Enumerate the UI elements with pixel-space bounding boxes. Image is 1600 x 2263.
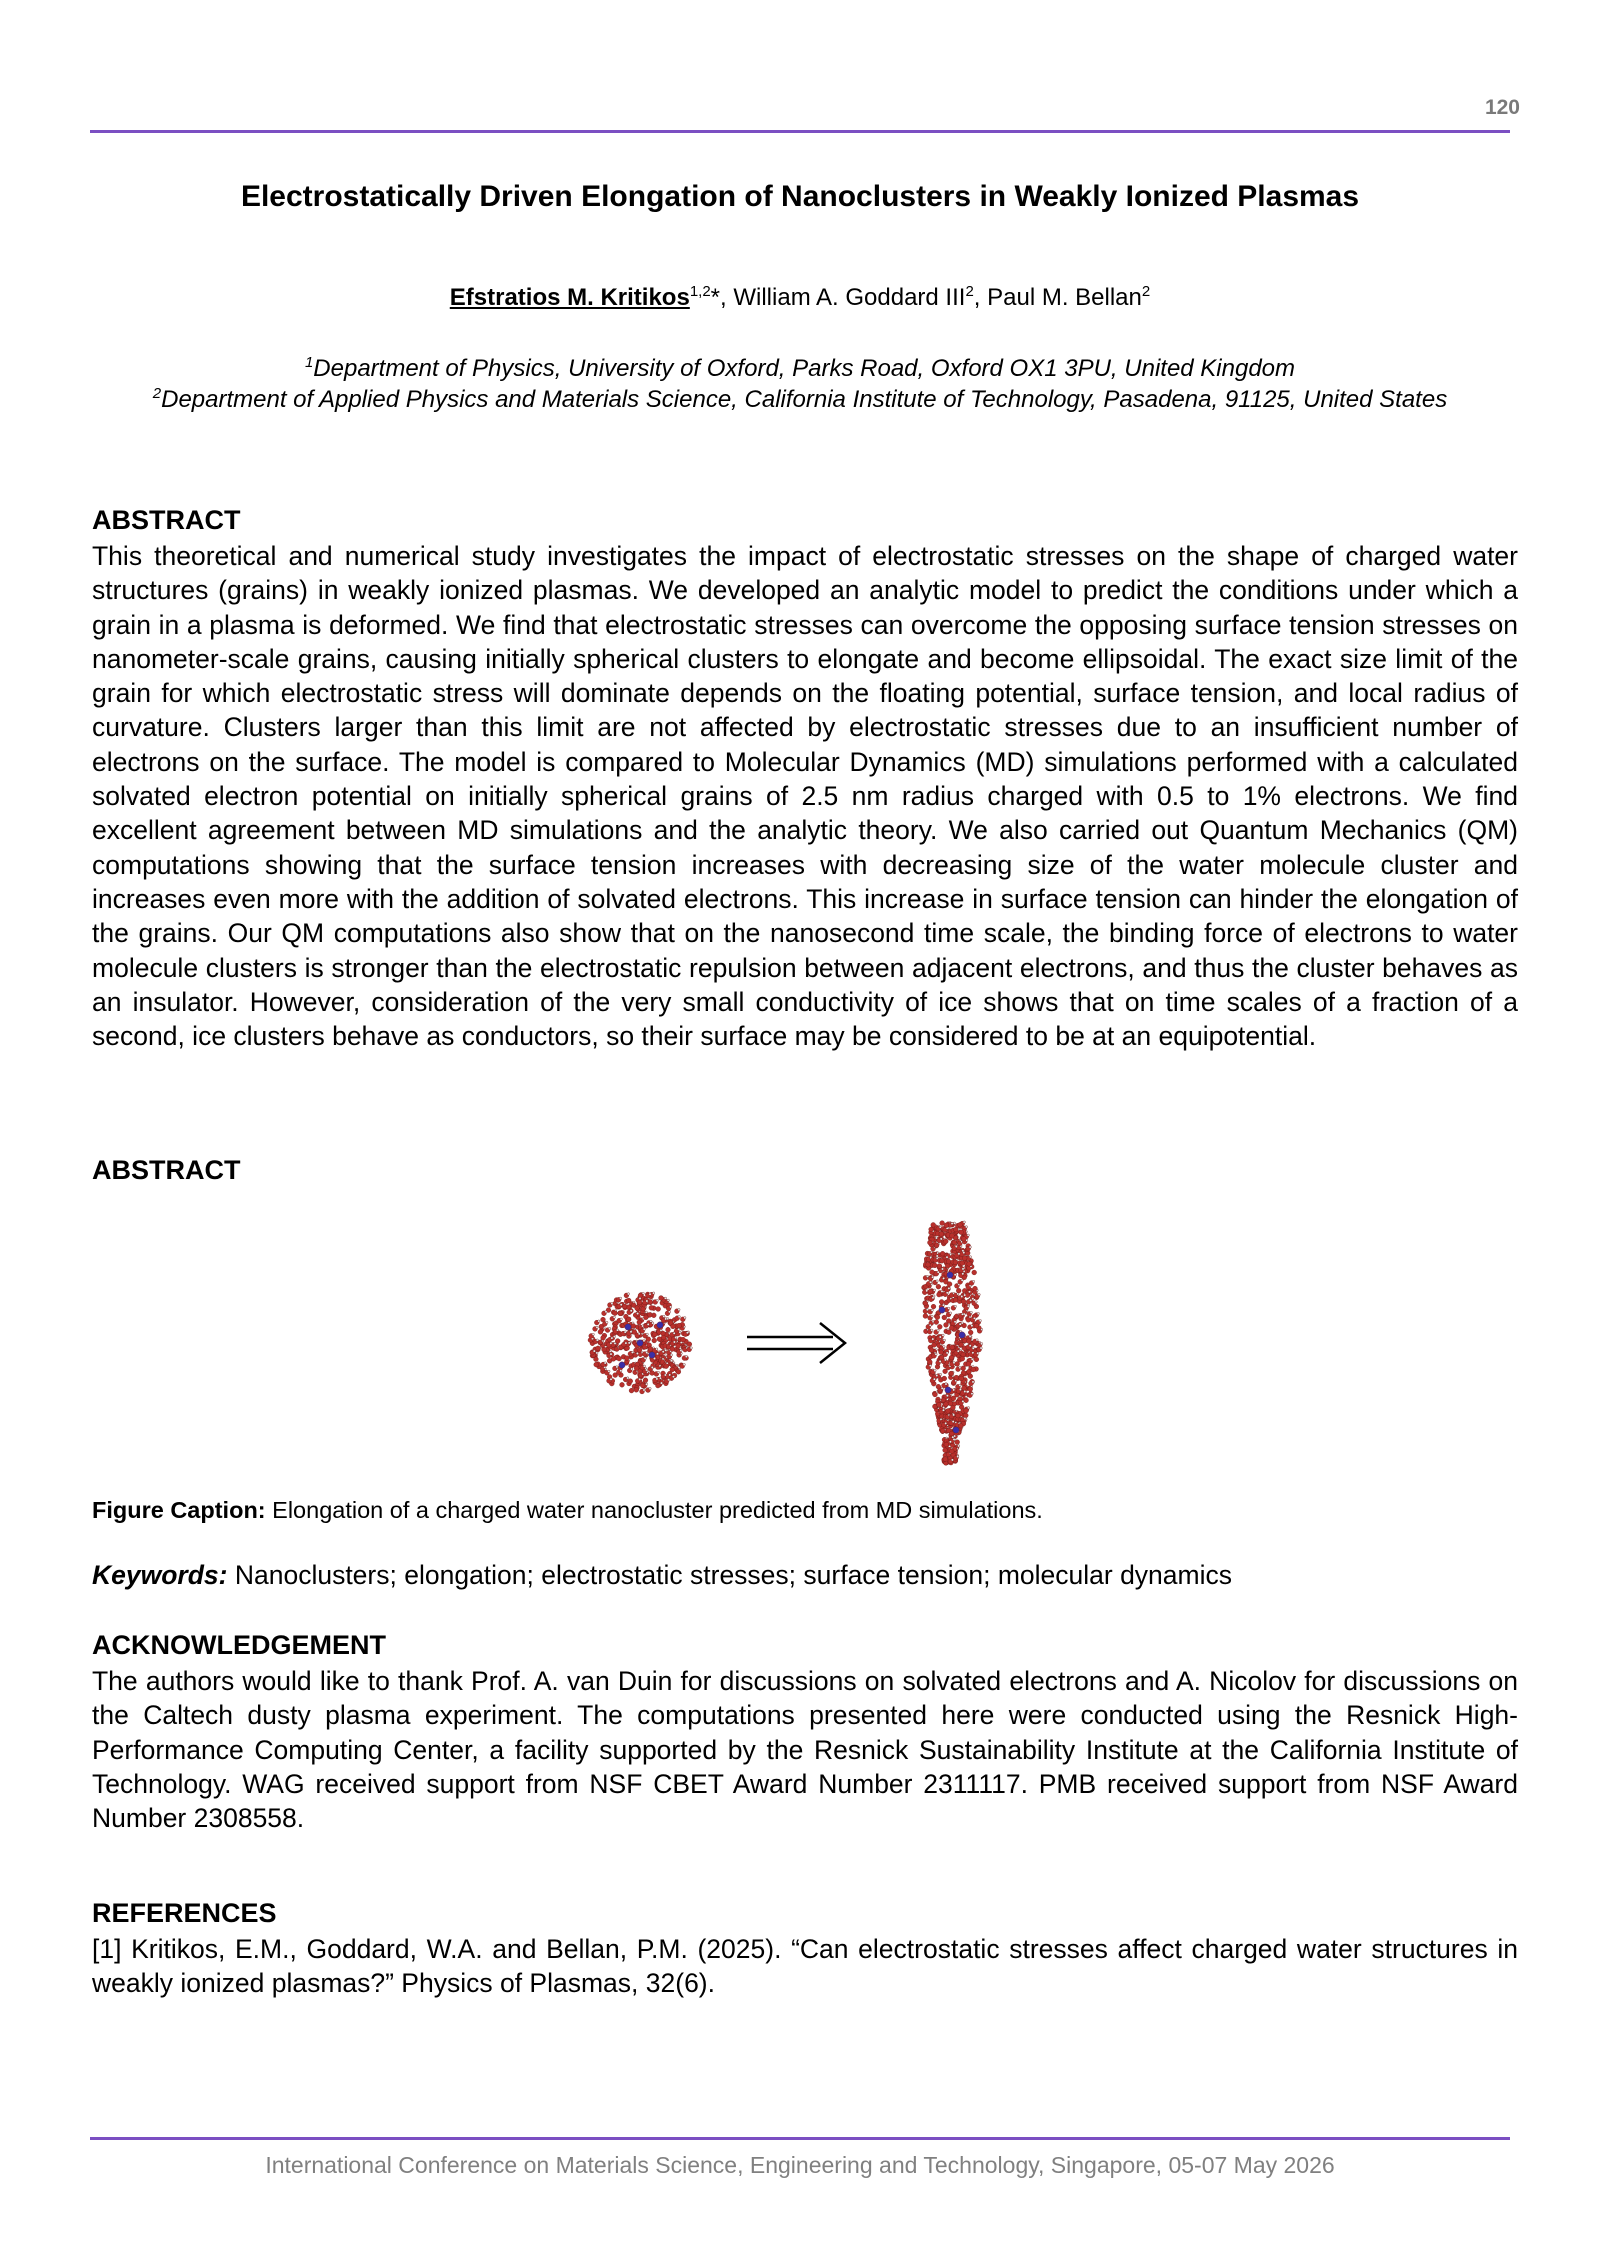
figure-caption — [92, 1497, 1043, 1524]
coauthor-goddard: William A. Goddard III — [733, 284, 966, 311]
nanocluster-figure — [570, 1215, 1030, 1475]
abstract-text: This theoretical and numerical study investigates the impact of electrostatic stresses on the shape of charged water structures (grains) in weakly ionized plasmas. We developed an analytic model to predict the conditions under which a grain in a plasma is deformed. We find that electrostatic stresses can overcome the opposing surface tension stresses on nanometer-scale grains, causing initially spherical clusters to elongate and become ellipsoidal. The exact size limit of the grain for which electrostatic stress will dominate depends on the floating potential, surface tension, and local radius of curvature. Clusters larger than this limit are not affected by electrostatic stresses due to an insufficient number of electrons on the surface. The model is compared to Molecular Dynamics (MD) simulations performed with a calculated solvated electron potential on initially spherical grains of 2.5 nm radius charged with 0.5 to 1% electrons. We find excellent agreement between MD simulations and the analytic theory. We also carried out Quantum Mechanics (QM) computations showing that the surface tension increases with decreasing size of the water molecule cluster and increases even more with the addition of solvated electrons. This increase in surface tension can hinder the elongation of the grains. Our QM computations also show that on the nanosecond time scale, the binding force of electrons to water molecule clusters is stronger than the electrostatic repulsion between adjacent electrons, and thus the cluster behaves as an insulator. However, consideration of the very small conductivity of ice shows that on time scales of a fraction of a second, ice clusters behave as conductors, so their surface may be considered to be at an equipotential. — [92, 541, 1518, 1052]
author-separator: , — [973, 284, 988, 311]
double-arrow-icon — [747, 1323, 845, 1363]
coauthor-bellan-sup: 2 — [1141, 283, 1151, 300]
affiliation-2 — [90, 378, 1510, 415]
coauthor-bellan: Paul M. Bellan — [987, 284, 1142, 311]
paper-title: Electrostatically Driven Elongation of Nanoclusters in Weakly Ionized Plasmas — [240, 180, 1360, 213]
elongated-cluster-image — [922, 1221, 983, 1466]
main-author: Efstratios M. Kritikos — [449, 284, 690, 311]
graphical-abstract-heading: ABSTRACT — [92, 1155, 241, 1185]
acknowledgement-text: The authors would like to thank Prof. A. van Duin for discussions on solvated electrons and A. Nicolov for discussions on the Caltech dusty plasma experiment. The computations presented here were conducted using the Resnick High-Performance Computing Center, a facility supported by the Resnick Sustainability Institute at the California Institute of Technology. WAG received support from NSF CBET Award Number 2311117. PMB received support from NSF Award Number 2308558. — [92, 1666, 1518, 1834]
affiliation-1-text: Department of Physics, University of Oxford, Parks Road, Oxford OX1 3PU, United Kingdom — [313, 355, 1296, 382]
keywords-label: Keywords: — [92, 1560, 228, 1590]
coauthor-goddard-sup: 2 — [965, 283, 974, 300]
acknowledgement-heading: ACKNOWLEDGEMENT — [92, 1630, 386, 1660]
header-rule — [90, 130, 1510, 133]
keywords-text: Nanoclusters; elongation; electrostatic stresses; surface tension; molecular dynamics — [227, 1560, 1232, 1590]
affiliation-1-sup: 1 — [304, 354, 314, 371]
footer-rule — [90, 2137, 1510, 2140]
affiliation-2-text: Department of Applied Physics and Materials Science, California Institute of Technology, Pasadena, 91125, United States — [161, 386, 1448, 413]
page-number: 120 — [1484, 96, 1520, 119]
corresponding-mark: *, — [710, 284, 734, 311]
figure-caption-label: Figure Caption: — [92, 1497, 266, 1523]
spherical-cluster-image — [588, 1292, 692, 1394]
author-line — [90, 283, 1510, 312]
figure-caption-text: Elongation of a charged water nanocluster predicted from MD simulations. — [265, 1497, 1043, 1523]
references-heading: REFERENCES — [92, 1898, 277, 1928]
affiliation-2-sup: 2 — [152, 385, 162, 402]
keywords — [92, 1560, 1232, 1591]
footer-text: International Conference on Materials Science, Engineering and Technology, Singapore, 05-07 May 2026 — [265, 2152, 1335, 2178]
main-author-affil-sup: 1,2 — [689, 283, 711, 300]
abstract-heading: ABSTRACT — [92, 505, 241, 535]
reference-item: [1] Kritikos, E.M., Goddard, W.A. and Bellan, P.M. (2025). “Can electrostatic stresses affect charged water structures in weakly ionized plasmas?” Physics of Plasmas, 32(6). — [92, 1934, 1518, 1999]
